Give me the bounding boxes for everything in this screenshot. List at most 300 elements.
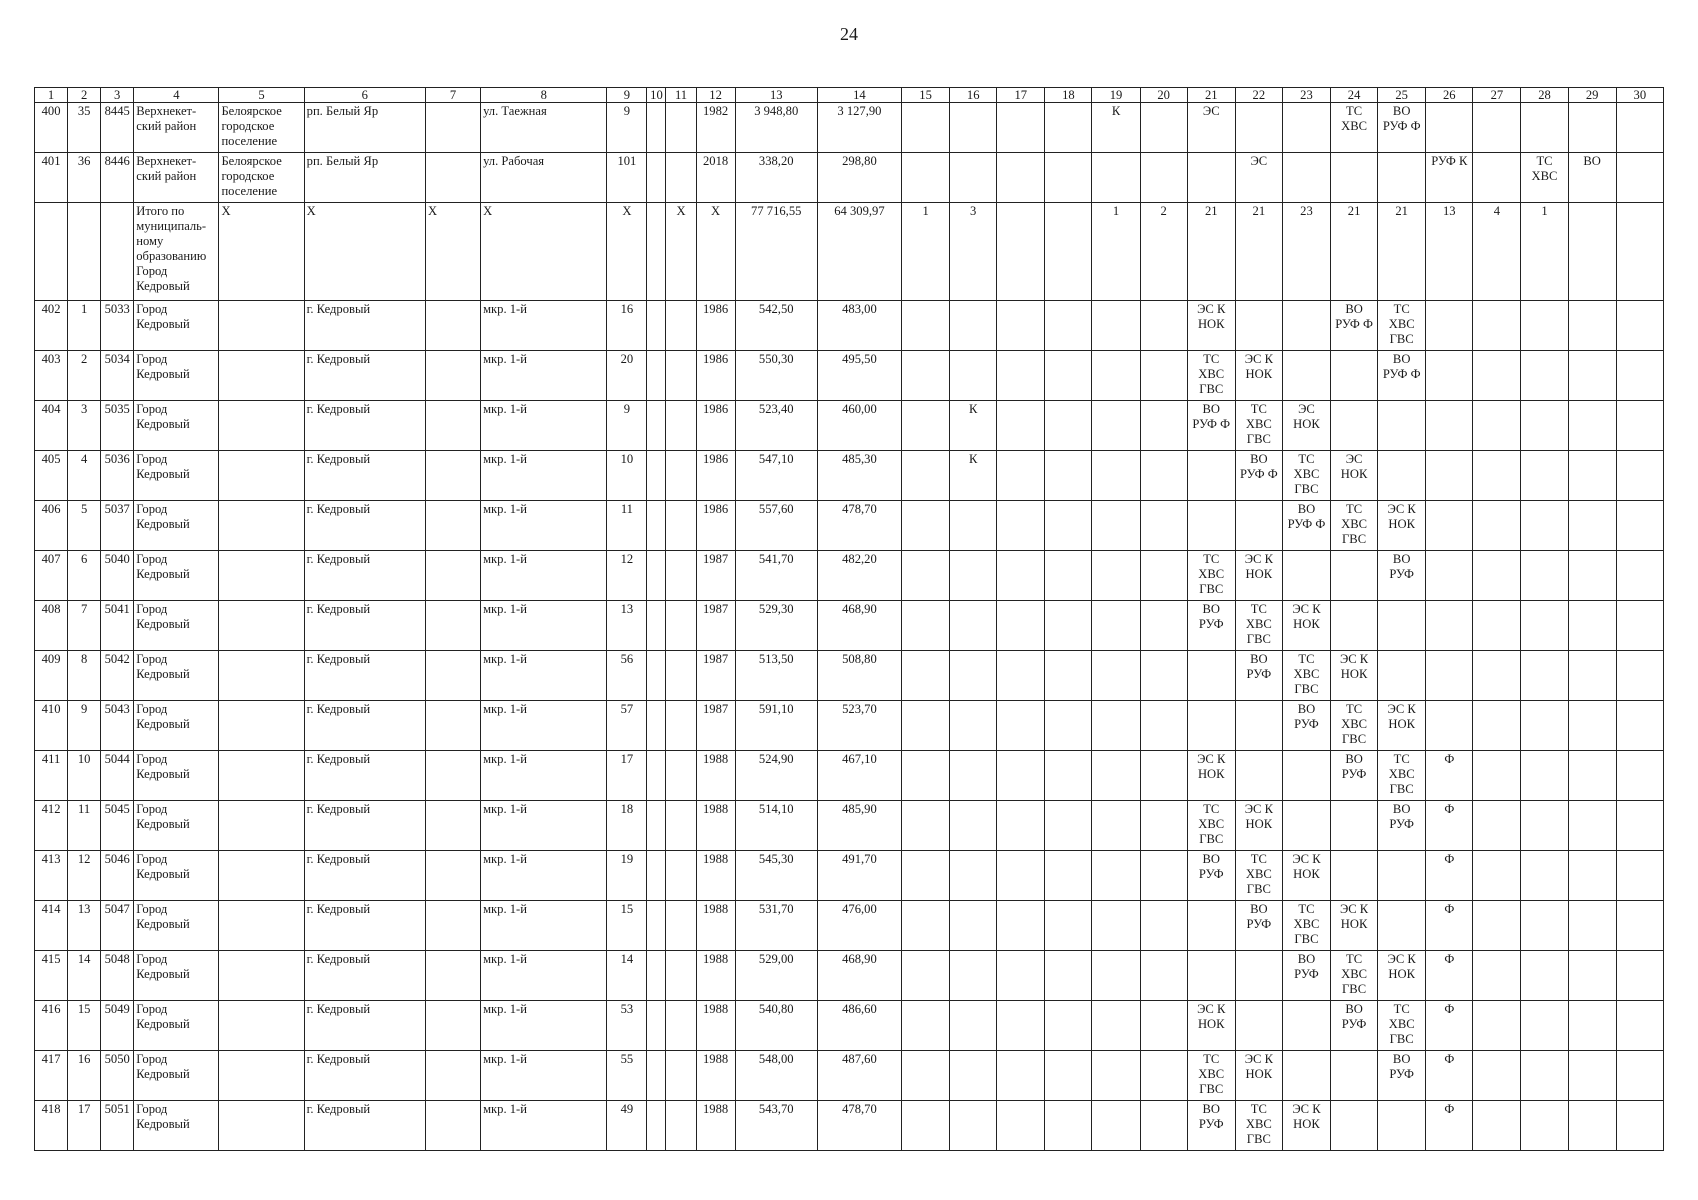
cell-col-5: X <box>219 203 304 301</box>
cell-col-18 <box>1045 751 1092 801</box>
cell-col-3: 5041 <box>101 601 134 651</box>
cell-col-7 <box>425 1001 480 1051</box>
cell-col-7 <box>425 751 480 801</box>
cell-col-21: ТС ХВС ГВС <box>1187 351 1235 401</box>
cell-col-4: Верхнекет- ский район <box>134 103 219 153</box>
cell-col-23 <box>1282 1001 1330 1051</box>
cell-col-8: мкр. 1-й <box>481 601 607 651</box>
cell-col-16 <box>950 153 997 203</box>
cell-col-13: 542,50 <box>735 301 817 351</box>
cell-col-15 <box>902 501 950 551</box>
cell-col-20 <box>1140 401 1187 451</box>
cell-col-5 <box>219 701 304 751</box>
cell-col-18 <box>1045 203 1092 301</box>
column-header-13: 13 <box>735 88 817 103</box>
cell-col-14: 485,30 <box>817 451 901 501</box>
cell-col-4: Город Кедровый <box>134 1051 219 1101</box>
cell-col-11 <box>666 1001 696 1051</box>
cell-col-26 <box>1426 701 1473 751</box>
cell-col-25 <box>1378 451 1426 501</box>
cell-col-17 <box>997 103 1045 153</box>
cell-col-9: 18 <box>607 801 647 851</box>
cell-col-25: ВО РУФ <box>1378 1051 1426 1101</box>
cell-col-25: 21 <box>1378 203 1426 301</box>
cell-col-18 <box>1045 1001 1092 1051</box>
cell-col-28 <box>1521 103 1568 153</box>
cell-col-25: ВО РУФ Ф <box>1378 351 1426 401</box>
cell-col-4: Город Кедровый <box>134 301 219 351</box>
column-header-24: 24 <box>1331 88 1378 103</box>
cell-col-27 <box>1473 351 1521 401</box>
cell-col-10 <box>647 651 666 701</box>
cell-col-11 <box>666 451 696 501</box>
cell-col-5 <box>219 351 304 401</box>
cell-col-2: 1 <box>68 301 101 351</box>
cell-col-8: мкр. 1-й <box>481 851 607 901</box>
cell-col-14: 491,70 <box>817 851 901 901</box>
cell-col-21: ВО РУФ Ф <box>1187 401 1235 451</box>
column-header-3: 3 <box>101 88 134 103</box>
cell-col-15: 1 <box>902 203 950 301</box>
cell-col-15 <box>902 801 950 851</box>
cell-col-17 <box>997 1051 1045 1101</box>
table-row <box>35 351 1664 401</box>
cell-col-18 <box>1045 851 1092 901</box>
cell-col-26: РУФ К <box>1426 153 1473 203</box>
column-header-28: 28 <box>1521 88 1568 103</box>
cell-col-16: К <box>950 451 997 501</box>
cell-col-15 <box>902 401 950 451</box>
cell-col-30 <box>1616 501 1663 551</box>
cell-col-30 <box>1616 951 1663 1001</box>
cell-col-11: X <box>666 203 696 301</box>
table-row <box>35 801 1664 851</box>
cell-col-6: г. Кедровый <box>304 801 425 851</box>
cell-col-28 <box>1521 1101 1568 1151</box>
cell-col-8: мкр. 1-й <box>481 951 607 1001</box>
cell-col-18 <box>1045 501 1092 551</box>
cell-col-11 <box>666 901 696 951</box>
cell-col-10 <box>647 451 666 501</box>
cell-col-3: 5040 <box>101 551 134 601</box>
cell-col-13: 514,10 <box>735 801 817 851</box>
table-row <box>35 401 1664 451</box>
cell-col-27: 4 <box>1473 203 1521 301</box>
cell-col-1: 416 <box>35 1001 68 1051</box>
cell-col-3: 5043 <box>101 701 134 751</box>
cell-col-23 <box>1282 153 1330 203</box>
cell-col-9: 12 <box>607 551 647 601</box>
cell-col-23 <box>1282 801 1330 851</box>
cell-col-14: 482,20 <box>817 551 901 601</box>
cell-col-7 <box>425 951 480 1001</box>
cell-col-15 <box>902 851 950 901</box>
cell-col-9: 55 <box>607 1051 647 1101</box>
cell-col-12: 1988 <box>696 1001 735 1051</box>
cell-col-28 <box>1521 951 1568 1001</box>
cell-col-5 <box>219 951 304 1001</box>
page-number: 24 <box>840 24 858 44</box>
cell-col-5 <box>219 901 304 951</box>
cell-col-30 <box>1616 451 1663 501</box>
column-header-27: 27 <box>1473 88 1521 103</box>
cell-col-9: 17 <box>607 751 647 801</box>
cell-col-20 <box>1140 801 1187 851</box>
cell-col-9: 16 <box>607 301 647 351</box>
cell-col-18 <box>1045 601 1092 651</box>
cell-col-22 <box>1235 103 1282 153</box>
cell-col-8: мкр. 1-й <box>481 701 607 751</box>
table-row <box>35 1001 1664 1051</box>
cell-col-14: 460,00 <box>817 401 901 451</box>
cell-col-17 <box>997 601 1045 651</box>
cell-col-21: ВО РУФ <box>1187 1101 1235 1151</box>
cell-col-24: ЭС НОК <box>1331 451 1378 501</box>
cell-col-17 <box>997 451 1045 501</box>
cell-col-24: ЭС К НОК <box>1331 901 1378 951</box>
cell-col-1: 410 <box>35 701 68 751</box>
cell-col-17 <box>997 1001 1045 1051</box>
cell-col-19 <box>1092 501 1140 551</box>
cell-col-17 <box>997 701 1045 751</box>
cell-col-6: г. Кедровый <box>304 701 425 751</box>
cell-col-19 <box>1092 701 1140 751</box>
cell-col-7 <box>425 401 480 451</box>
cell-col-28 <box>1521 401 1568 451</box>
cell-col-24: ВО РУФ <box>1331 751 1378 801</box>
cell-col-20 <box>1140 103 1187 153</box>
table-row <box>35 1051 1664 1101</box>
cell-col-25: ТС ХВС ГВС <box>1378 751 1426 801</box>
cell-col-21: ВО РУФ <box>1187 851 1235 901</box>
cell-col-5 <box>219 401 304 451</box>
cell-col-28 <box>1521 501 1568 551</box>
cell-col-15 <box>902 751 950 801</box>
cell-col-4: Город Кедровый <box>134 1001 219 1051</box>
table-row <box>35 901 1664 951</box>
cell-col-21 <box>1187 701 1235 751</box>
cell-col-22: ТС ХВС ГВС <box>1235 1101 1282 1151</box>
table-row <box>35 1101 1664 1151</box>
cell-col-12: 1988 <box>696 851 735 901</box>
cell-col-22: ЭС К НОК <box>1235 551 1282 601</box>
cell-col-23: ЭС К НОК <box>1282 851 1330 901</box>
cell-col-25 <box>1378 153 1426 203</box>
cell-col-6: г. Кедровый <box>304 601 425 651</box>
cell-col-7 <box>425 601 480 651</box>
cell-col-28 <box>1521 601 1568 651</box>
cell-col-18 <box>1045 701 1092 751</box>
cell-col-28 <box>1521 351 1568 401</box>
cell-col-13: 543,70 <box>735 1101 817 1151</box>
cell-col-1: 405 <box>35 451 68 501</box>
cell-col-26 <box>1426 451 1473 501</box>
cell-col-23 <box>1282 751 1330 801</box>
cell-col-16 <box>950 651 997 701</box>
cell-col-5 <box>219 651 304 701</box>
cell-col-16 <box>950 701 997 751</box>
cell-col-27 <box>1473 851 1521 901</box>
cell-col-5 <box>219 301 304 351</box>
cell-col-20 <box>1140 1001 1187 1051</box>
cell-col-11 <box>666 153 696 203</box>
cell-col-1: 414 <box>35 901 68 951</box>
column-header-14: 14 <box>817 88 901 103</box>
table-row <box>35 153 1664 203</box>
column-header-2: 2 <box>68 88 101 103</box>
cell-col-18 <box>1045 551 1092 601</box>
cell-col-22: ВО РУФ <box>1235 901 1282 951</box>
cell-col-19 <box>1092 401 1140 451</box>
column-header-11: 11 <box>666 88 696 103</box>
cell-col-20 <box>1140 751 1187 801</box>
cell-col-17 <box>997 203 1045 301</box>
cell-col-3: 5051 <box>101 1101 134 1151</box>
cell-col-12: 1988 <box>696 801 735 851</box>
cell-col-3: 5047 <box>101 901 134 951</box>
cell-col-12: 1987 <box>696 551 735 601</box>
cell-col-19 <box>1092 351 1140 401</box>
cell-col-14: 486,60 <box>817 1001 901 1051</box>
cell-col-17 <box>997 1101 1045 1151</box>
cell-col-3: 8446 <box>101 153 134 203</box>
column-header-1: 1 <box>35 88 68 103</box>
cell-col-4: Верхнекет- ский район <box>134 153 219 203</box>
cell-col-29 <box>1568 801 1616 851</box>
cell-col-2: 5 <box>68 501 101 551</box>
cell-col-17 <box>997 401 1045 451</box>
cell-col-15 <box>902 351 950 401</box>
cell-col-10 <box>647 901 666 951</box>
cell-col-28 <box>1521 851 1568 901</box>
table-row <box>35 103 1664 153</box>
cell-col-1: 415 <box>35 951 68 1001</box>
cell-col-23: 23 <box>1282 203 1330 301</box>
cell-col-20 <box>1140 701 1187 751</box>
cell-col-19 <box>1092 651 1140 701</box>
cell-col-20 <box>1140 351 1187 401</box>
cell-col-13: 77 716,55 <box>735 203 817 301</box>
cell-col-19 <box>1092 601 1140 651</box>
cell-col-7 <box>425 901 480 951</box>
cell-col-15 <box>902 103 950 153</box>
cell-col-27 <box>1473 701 1521 751</box>
cell-col-5: Белоярское городское поселение <box>219 153 304 203</box>
cell-col-23: ЭС НОК <box>1282 401 1330 451</box>
cell-col-2: 10 <box>68 751 101 801</box>
cell-col-10 <box>647 951 666 1001</box>
cell-col-10 <box>647 851 666 901</box>
cell-col-22 <box>1235 501 1282 551</box>
cell-col-17 <box>997 153 1045 203</box>
table-row <box>35 751 1664 801</box>
table-row <box>35 701 1664 751</box>
cell-col-7 <box>425 451 480 501</box>
cell-col-28 <box>1521 701 1568 751</box>
cell-col-11 <box>666 851 696 901</box>
cell-col-7: X <box>425 203 480 301</box>
cell-col-10 <box>647 1101 666 1151</box>
cell-col-27 <box>1473 651 1521 701</box>
cell-col-8: мкр. 1-й <box>481 751 607 801</box>
cell-col-23: ЭС К НОК <box>1282 1101 1330 1151</box>
cell-col-8: мкр. 1-й <box>481 501 607 551</box>
cell-col-4: Город Кедровый <box>134 801 219 851</box>
cell-col-8: мкр. 1-й <box>481 301 607 351</box>
cell-col-25: ЭС К НОК <box>1378 951 1426 1001</box>
cell-col-21 <box>1187 451 1235 501</box>
cell-col-24 <box>1331 351 1378 401</box>
cell-col-1: 413 <box>35 851 68 901</box>
cell-col-17 <box>997 851 1045 901</box>
cell-col-3: 5046 <box>101 851 134 901</box>
cell-col-8: мкр. 1-й <box>481 1001 607 1051</box>
cell-col-23 <box>1282 103 1330 153</box>
cell-col-21: 21 <box>1187 203 1235 301</box>
cell-col-24: ТС ХВС ГВС <box>1331 951 1378 1001</box>
cell-col-22: ТС ХВС ГВС <box>1235 401 1282 451</box>
cell-col-3: 5045 <box>101 801 134 851</box>
cell-col-8: ул. Рабочая <box>481 153 607 203</box>
cell-col-12: 1988 <box>696 1101 735 1151</box>
cell-col-9: 14 <box>607 951 647 1001</box>
cell-col-13: 550,30 <box>735 351 817 401</box>
cell-col-2 <box>68 203 101 301</box>
cell-col-25: ТС ХВС ГВС <box>1378 1001 1426 1051</box>
column-header-5: 5 <box>219 88 304 103</box>
cell-col-23 <box>1282 351 1330 401</box>
cell-col-26: Ф <box>1426 951 1473 1001</box>
cell-col-29 <box>1568 203 1616 301</box>
cell-col-25 <box>1378 401 1426 451</box>
cell-col-6: рп. Белый Яр <box>304 103 425 153</box>
cell-col-11 <box>666 801 696 851</box>
cell-col-21: ТС ХВС ГВС <box>1187 1051 1235 1101</box>
column-header-23: 23 <box>1282 88 1330 103</box>
cell-col-8: ул. Таежная <box>481 103 607 153</box>
cell-col-24 <box>1331 551 1378 601</box>
cell-col-21: ТС ХВС ГВС <box>1187 551 1235 601</box>
cell-col-30 <box>1616 351 1663 401</box>
cell-col-12: 1986 <box>696 301 735 351</box>
cell-col-9: 57 <box>607 701 647 751</box>
column-header-19: 19 <box>1092 88 1140 103</box>
cell-col-19 <box>1092 901 1140 951</box>
cell-col-2: 6 <box>68 551 101 601</box>
cell-col-6: X <box>304 203 425 301</box>
cell-col-21: ЭС <box>1187 103 1235 153</box>
cell-col-18 <box>1045 351 1092 401</box>
cell-col-6: г. Кедровый <box>304 401 425 451</box>
cell-col-17 <box>997 751 1045 801</box>
cell-col-29 <box>1568 551 1616 601</box>
cell-col-17 <box>997 951 1045 1001</box>
column-header-17: 17 <box>997 88 1045 103</box>
cell-col-16 <box>950 1051 997 1101</box>
cell-col-10 <box>647 551 666 601</box>
cell-col-29 <box>1568 751 1616 801</box>
column-header-25: 25 <box>1378 88 1426 103</box>
cell-col-3: 5033 <box>101 301 134 351</box>
cell-col-10 <box>647 751 666 801</box>
cell-col-26 <box>1426 351 1473 401</box>
cell-col-20 <box>1140 601 1187 651</box>
cell-col-13: 591,10 <box>735 701 817 751</box>
cell-col-6: г. Кедровый <box>304 351 425 401</box>
cell-col-15 <box>902 901 950 951</box>
cell-col-9: 15 <box>607 901 647 951</box>
cell-col-11 <box>666 1101 696 1151</box>
cell-col-15 <box>902 1101 950 1151</box>
column-header-16: 16 <box>950 88 997 103</box>
cell-col-15 <box>902 451 950 501</box>
cell-col-5 <box>219 501 304 551</box>
cell-col-30 <box>1616 153 1663 203</box>
cell-col-16 <box>950 501 997 551</box>
cell-col-3: 5042 <box>101 651 134 701</box>
cell-col-26 <box>1426 601 1473 651</box>
cell-col-26: Ф <box>1426 1051 1473 1101</box>
cell-col-16 <box>950 901 997 951</box>
cell-col-8: мкр. 1-й <box>481 651 607 701</box>
cell-col-3: 5034 <box>101 351 134 401</box>
cell-col-6: г. Кедровый <box>304 501 425 551</box>
cell-col-16 <box>950 551 997 601</box>
cell-col-22: ЭС К НОК <box>1235 351 1282 401</box>
cell-col-7 <box>425 301 480 351</box>
cell-col-14: 478,70 <box>817 1101 901 1151</box>
cell-col-10 <box>647 801 666 851</box>
cell-col-14: 485,90 <box>817 801 901 851</box>
cell-col-16 <box>950 751 997 801</box>
cell-col-2: 11 <box>68 801 101 851</box>
cell-col-25 <box>1378 1101 1426 1151</box>
cell-col-14: 508,80 <box>817 651 901 701</box>
cell-col-14: 523,70 <box>817 701 901 751</box>
cell-col-11 <box>666 401 696 451</box>
cell-col-7 <box>425 153 480 203</box>
cell-col-16 <box>950 601 997 651</box>
cell-col-12: 1988 <box>696 901 735 951</box>
cell-col-24: ТС ХВС ГВС <box>1331 501 1378 551</box>
cell-col-8: мкр. 1-й <box>481 401 607 451</box>
cell-col-20 <box>1140 951 1187 1001</box>
cell-col-27 <box>1473 551 1521 601</box>
cell-col-11 <box>666 551 696 601</box>
cell-col-26 <box>1426 401 1473 451</box>
table-body <box>35 103 1664 1151</box>
cell-col-18 <box>1045 153 1092 203</box>
cell-col-10 <box>647 701 666 751</box>
cell-col-27 <box>1473 801 1521 851</box>
cell-col-29 <box>1568 601 1616 651</box>
cell-col-23: ЭС К НОК <box>1282 601 1330 651</box>
cell-col-2: 17 <box>68 1101 101 1151</box>
cell-col-18 <box>1045 651 1092 701</box>
cell-col-6: г. Кедровый <box>304 901 425 951</box>
cell-col-29 <box>1568 501 1616 551</box>
table-row <box>35 951 1664 1001</box>
cell-col-29 <box>1568 701 1616 751</box>
cell-col-2: 7 <box>68 601 101 651</box>
cell-col-2: 13 <box>68 901 101 951</box>
cell-col-2: 9 <box>68 701 101 751</box>
cell-col-20 <box>1140 901 1187 951</box>
cell-col-19 <box>1092 551 1140 601</box>
cell-col-29: ВО <box>1568 153 1616 203</box>
table-row <box>35 851 1664 901</box>
cell-col-26: Ф <box>1426 751 1473 801</box>
